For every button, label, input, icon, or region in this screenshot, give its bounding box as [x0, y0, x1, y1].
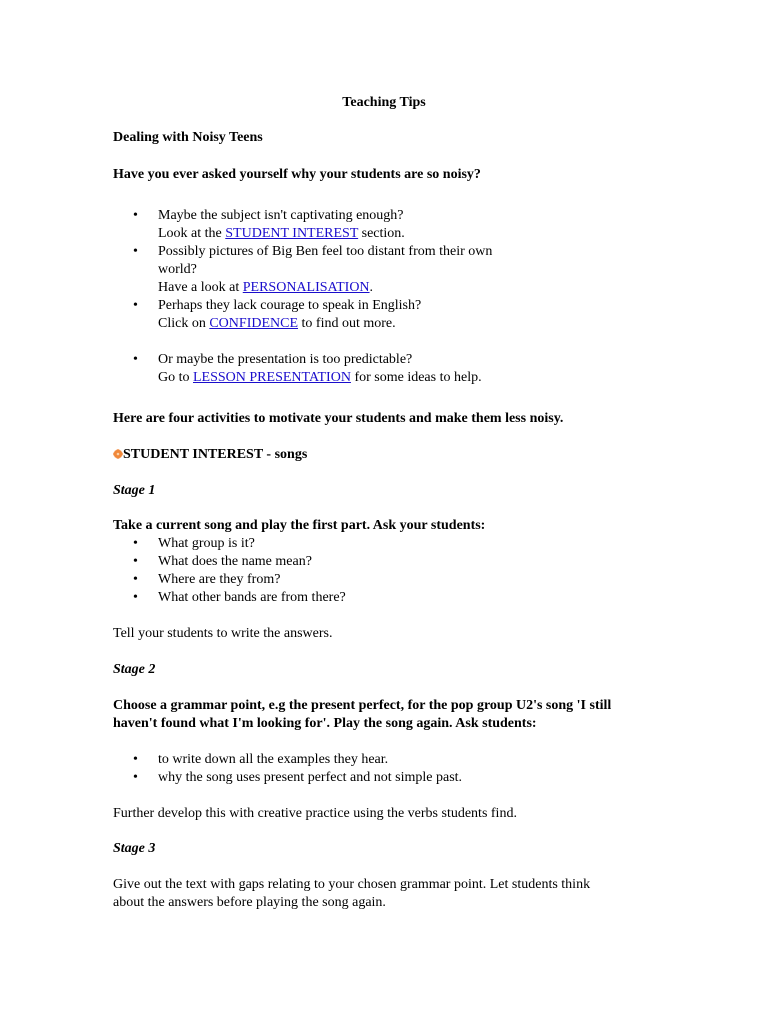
stage-1-question: What other bands are from there? — [158, 590, 346, 605]
stage-2-instruction: Choose a grammar point, e.g the present perfect, for the pop group U2's song 'I still — [113, 698, 612, 713]
reason-2-text-cont: world? — [158, 262, 197, 277]
reason-4-pointer: Go to LESSON PRESENTATION for some ideas to help. — [158, 370, 482, 385]
reason-3-pointer: Click on CONFIDENCE to find out more. — [158, 316, 396, 331]
stage-2-heading: Stage 2 — [113, 662, 156, 677]
article-subtitle: Dealing with Noisy Teens — [113, 130, 263, 145]
stage-2-task: to write down all the examples they hear. — [158, 752, 389, 767]
reason-1-text: Maybe the subject isn't captivating enough? — [158, 208, 404, 223]
bullet-icon: • — [133, 590, 138, 605]
confidence-link[interactable]: CONFIDENCE — [209, 316, 299, 331]
intro-question: Have you ever asked yourself why your students are so noisy? — [113, 167, 481, 182]
section-heading: STUDENT INTEREST - songs — [123, 447, 308, 462]
page-title: Teaching Tips — [342, 95, 426, 110]
reason-2-pointer: Have a look at PERSONALISATION. — [158, 280, 374, 295]
stage-3-heading: Stage 3 — [113, 841, 156, 856]
stage-2-instruction-cont: haven't found what I'm looking for'. Play the song again. Ask students: — [113, 716, 537, 731]
bullet-icon: • — [133, 536, 138, 551]
activities-intro: Here are four activities to motivate your students and make them less noisy. — [113, 411, 564, 426]
bullet-icon: • — [133, 752, 138, 767]
bullet-icon: • — [133, 554, 138, 569]
bullet-icon: • — [133, 572, 138, 587]
personalisation-link[interactable]: PERSONALISATION — [242, 280, 370, 295]
stage-1-instruction: Take a current song and play the first part. Ask your students: — [113, 518, 486, 533]
reason-4-text: Or maybe the presentation is too predictable? — [158, 352, 413, 367]
bullet-icon: • — [133, 352, 138, 367]
reason-2-text: Possibly pictures of Big Ben feel too distant from their own — [158, 244, 493, 259]
bullet-icon: • — [133, 244, 138, 259]
student-interest-link[interactable]: STUDENT INTEREST — [225, 226, 359, 241]
reason-1-pointer: Look at the STUDENT INTEREST section. — [158, 226, 405, 241]
stage-2-followup: Further develop this with creative practice using the verbs students find. — [113, 806, 517, 821]
lesson-presentation-link[interactable]: LESSON PRESENTATION — [193, 370, 351, 385]
stage-1-question: What does the name mean? — [158, 554, 312, 569]
bullet-icon: • — [133, 208, 138, 223]
stage-1-heading: Stage 1 — [113, 483, 156, 498]
flower-icon — [113, 449, 123, 459]
bullet-icon: • — [133, 770, 138, 785]
bullet-icon: • — [133, 298, 138, 313]
stage-1-question: Where are they from? — [158, 572, 281, 587]
stage-2-task: why the song uses present perfect and not simple past. — [158, 770, 463, 785]
stage-3-text-cont: about the answers before playing the song again. — [113, 895, 386, 910]
stage-1-followup: Tell your students to write the answers. — [113, 626, 333, 641]
stage-1-question: What group is it? — [158, 536, 255, 551]
stage-3-text: Give out the text with gaps relating to your chosen grammar point. Let students think — [113, 877, 591, 892]
reason-3-text: Perhaps they lack courage to speak in English? — [158, 298, 422, 313]
